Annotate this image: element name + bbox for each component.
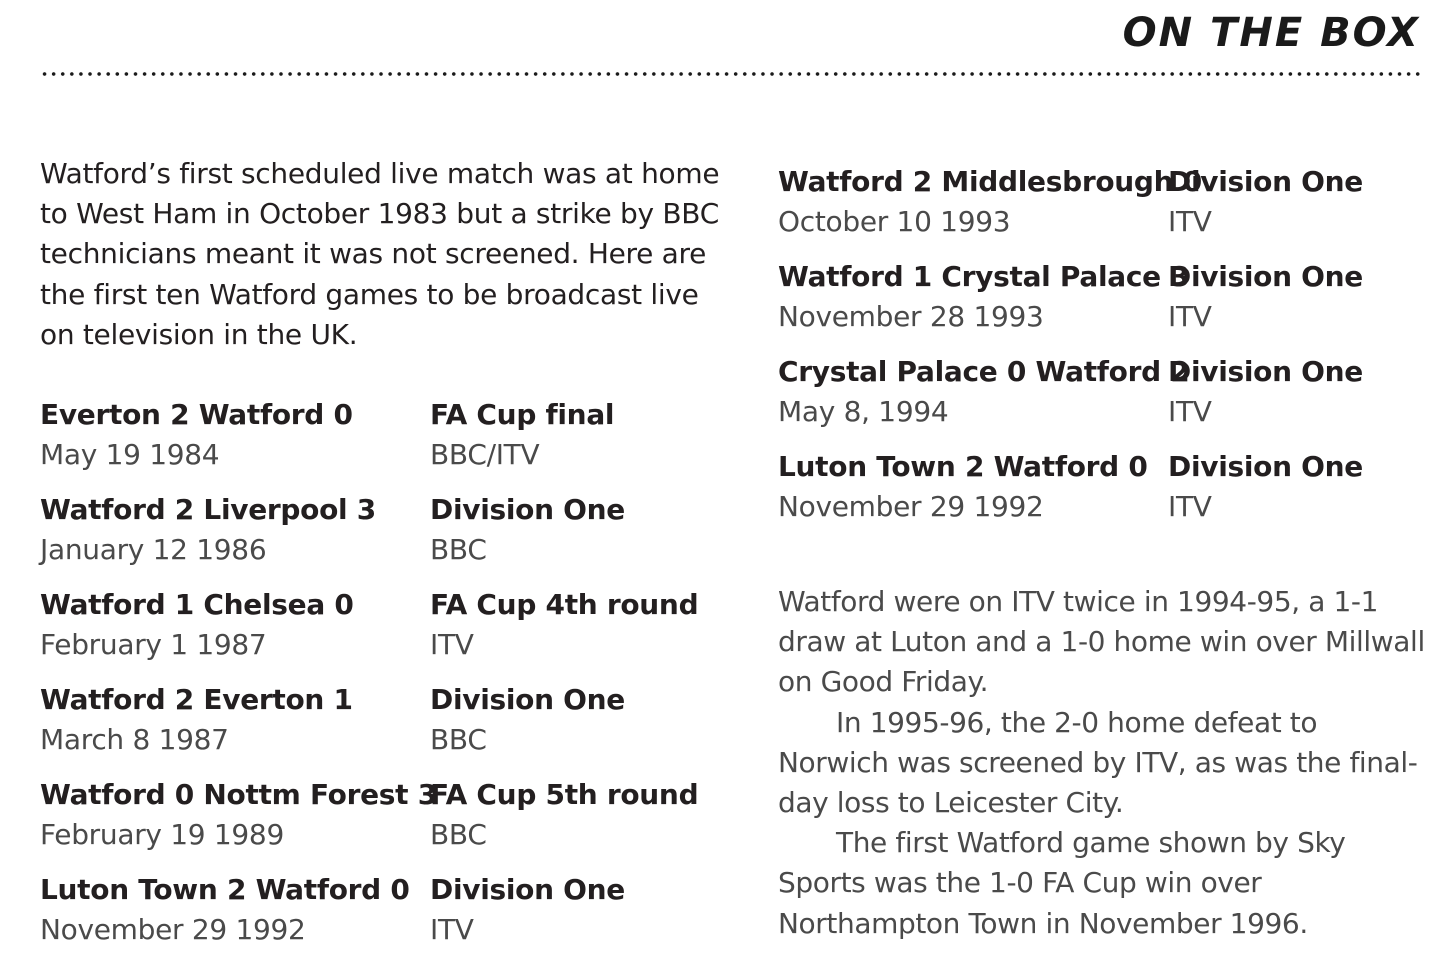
match-score: Luton Town 2 Watford 0 <box>40 873 410 906</box>
match-broadcaster: ITV <box>1168 300 1212 333</box>
match-competition: FA Cup 4th round <box>430 588 699 621</box>
match-date: November 29 1992 <box>40 913 306 946</box>
match-broadcaster: BBC <box>430 818 487 851</box>
match-score: Watford 2 Liverpool 3 <box>40 493 376 526</box>
match-broadcaster: BBC <box>430 533 487 566</box>
dotted-divider <box>40 72 1420 76</box>
match-date: February 19 1989 <box>40 818 284 851</box>
match-competition: FA Cup 5th round <box>430 778 699 811</box>
match-competition: Division One <box>430 493 625 526</box>
match-date: November 28 1993 <box>778 300 1044 333</box>
match-competition: Division One <box>1168 355 1363 388</box>
match-broadcaster: ITV <box>1168 205 1212 238</box>
match-broadcaster: BBC <box>430 723 487 756</box>
match-score: Crystal Palace 0 Watford 2 <box>778 355 1190 388</box>
match-broadcaster: ITV <box>430 628 474 661</box>
match-score: Watford 2 Middlesbrough 0 <box>778 165 1202 198</box>
match-date: October 10 1993 <box>778 205 1011 238</box>
match-competition: Division One <box>1168 165 1363 198</box>
match-competition: Division One <box>430 873 625 906</box>
match-score: Watford 1 Chelsea 0 <box>40 588 354 621</box>
notes-paragraph: In 1995-96, the 2-0 home defeat to Norwich was screened by ITV, as was the final-day loss to Leicester City. <box>778 705 1418 820</box>
match-date: March 8 1987 <box>40 723 229 756</box>
match-competition: Division One <box>430 683 625 716</box>
notes-paragraph: Watford were on ITV twice in 1994-95, a 1-1 draw at Luton and a 1-0 home win over Millwall on Good Friday. <box>778 585 1425 699</box>
match-competition: FA Cup final <box>430 398 615 431</box>
match-date: November 29 1992 <box>778 490 1044 523</box>
match-date: February 1 1987 <box>40 628 267 661</box>
match-broadcaster: BBC/ITV <box>430 438 540 471</box>
notes-paragraph: The first Watford game shown by Sky Sports was the 1-0 FA Cup win over Northampton Town in November 1996. <box>778 826 1346 940</box>
match-score: Watford 1 Crystal Palace 3 <box>778 260 1190 293</box>
match-date: May 8, 1994 <box>778 395 949 428</box>
match-date: January 12 1986 <box>40 533 267 566</box>
match-score: Watford 0 Nottm Forest 3 <box>40 778 437 811</box>
match-score: Everton 2 Watford 0 <box>40 398 353 431</box>
match-competition: Division One <box>1168 260 1363 293</box>
match-broadcaster: ITV <box>430 913 474 946</box>
intro-paragraph: Watford’s first scheduled live match was at home to West Ham in October 1983 but a strike by BBC technicians meant it was not screened. Here are the first ten Watford games to be broadcast live on television in the UK. <box>40 157 720 351</box>
match-broadcaster: ITV <box>1168 395 1212 428</box>
match-score: Watford 2 Everton 1 <box>40 683 353 716</box>
match-competition: Division One <box>1168 450 1363 483</box>
match-score: Luton Town 2 Watford 0 <box>778 450 1148 483</box>
match-date: May 19 1984 <box>40 438 220 471</box>
match-broadcaster: ITV <box>1168 490 1212 523</box>
notes-section <box>778 582 1428 944</box>
page-title: ON THE BOX <box>1122 10 1420 56</box>
